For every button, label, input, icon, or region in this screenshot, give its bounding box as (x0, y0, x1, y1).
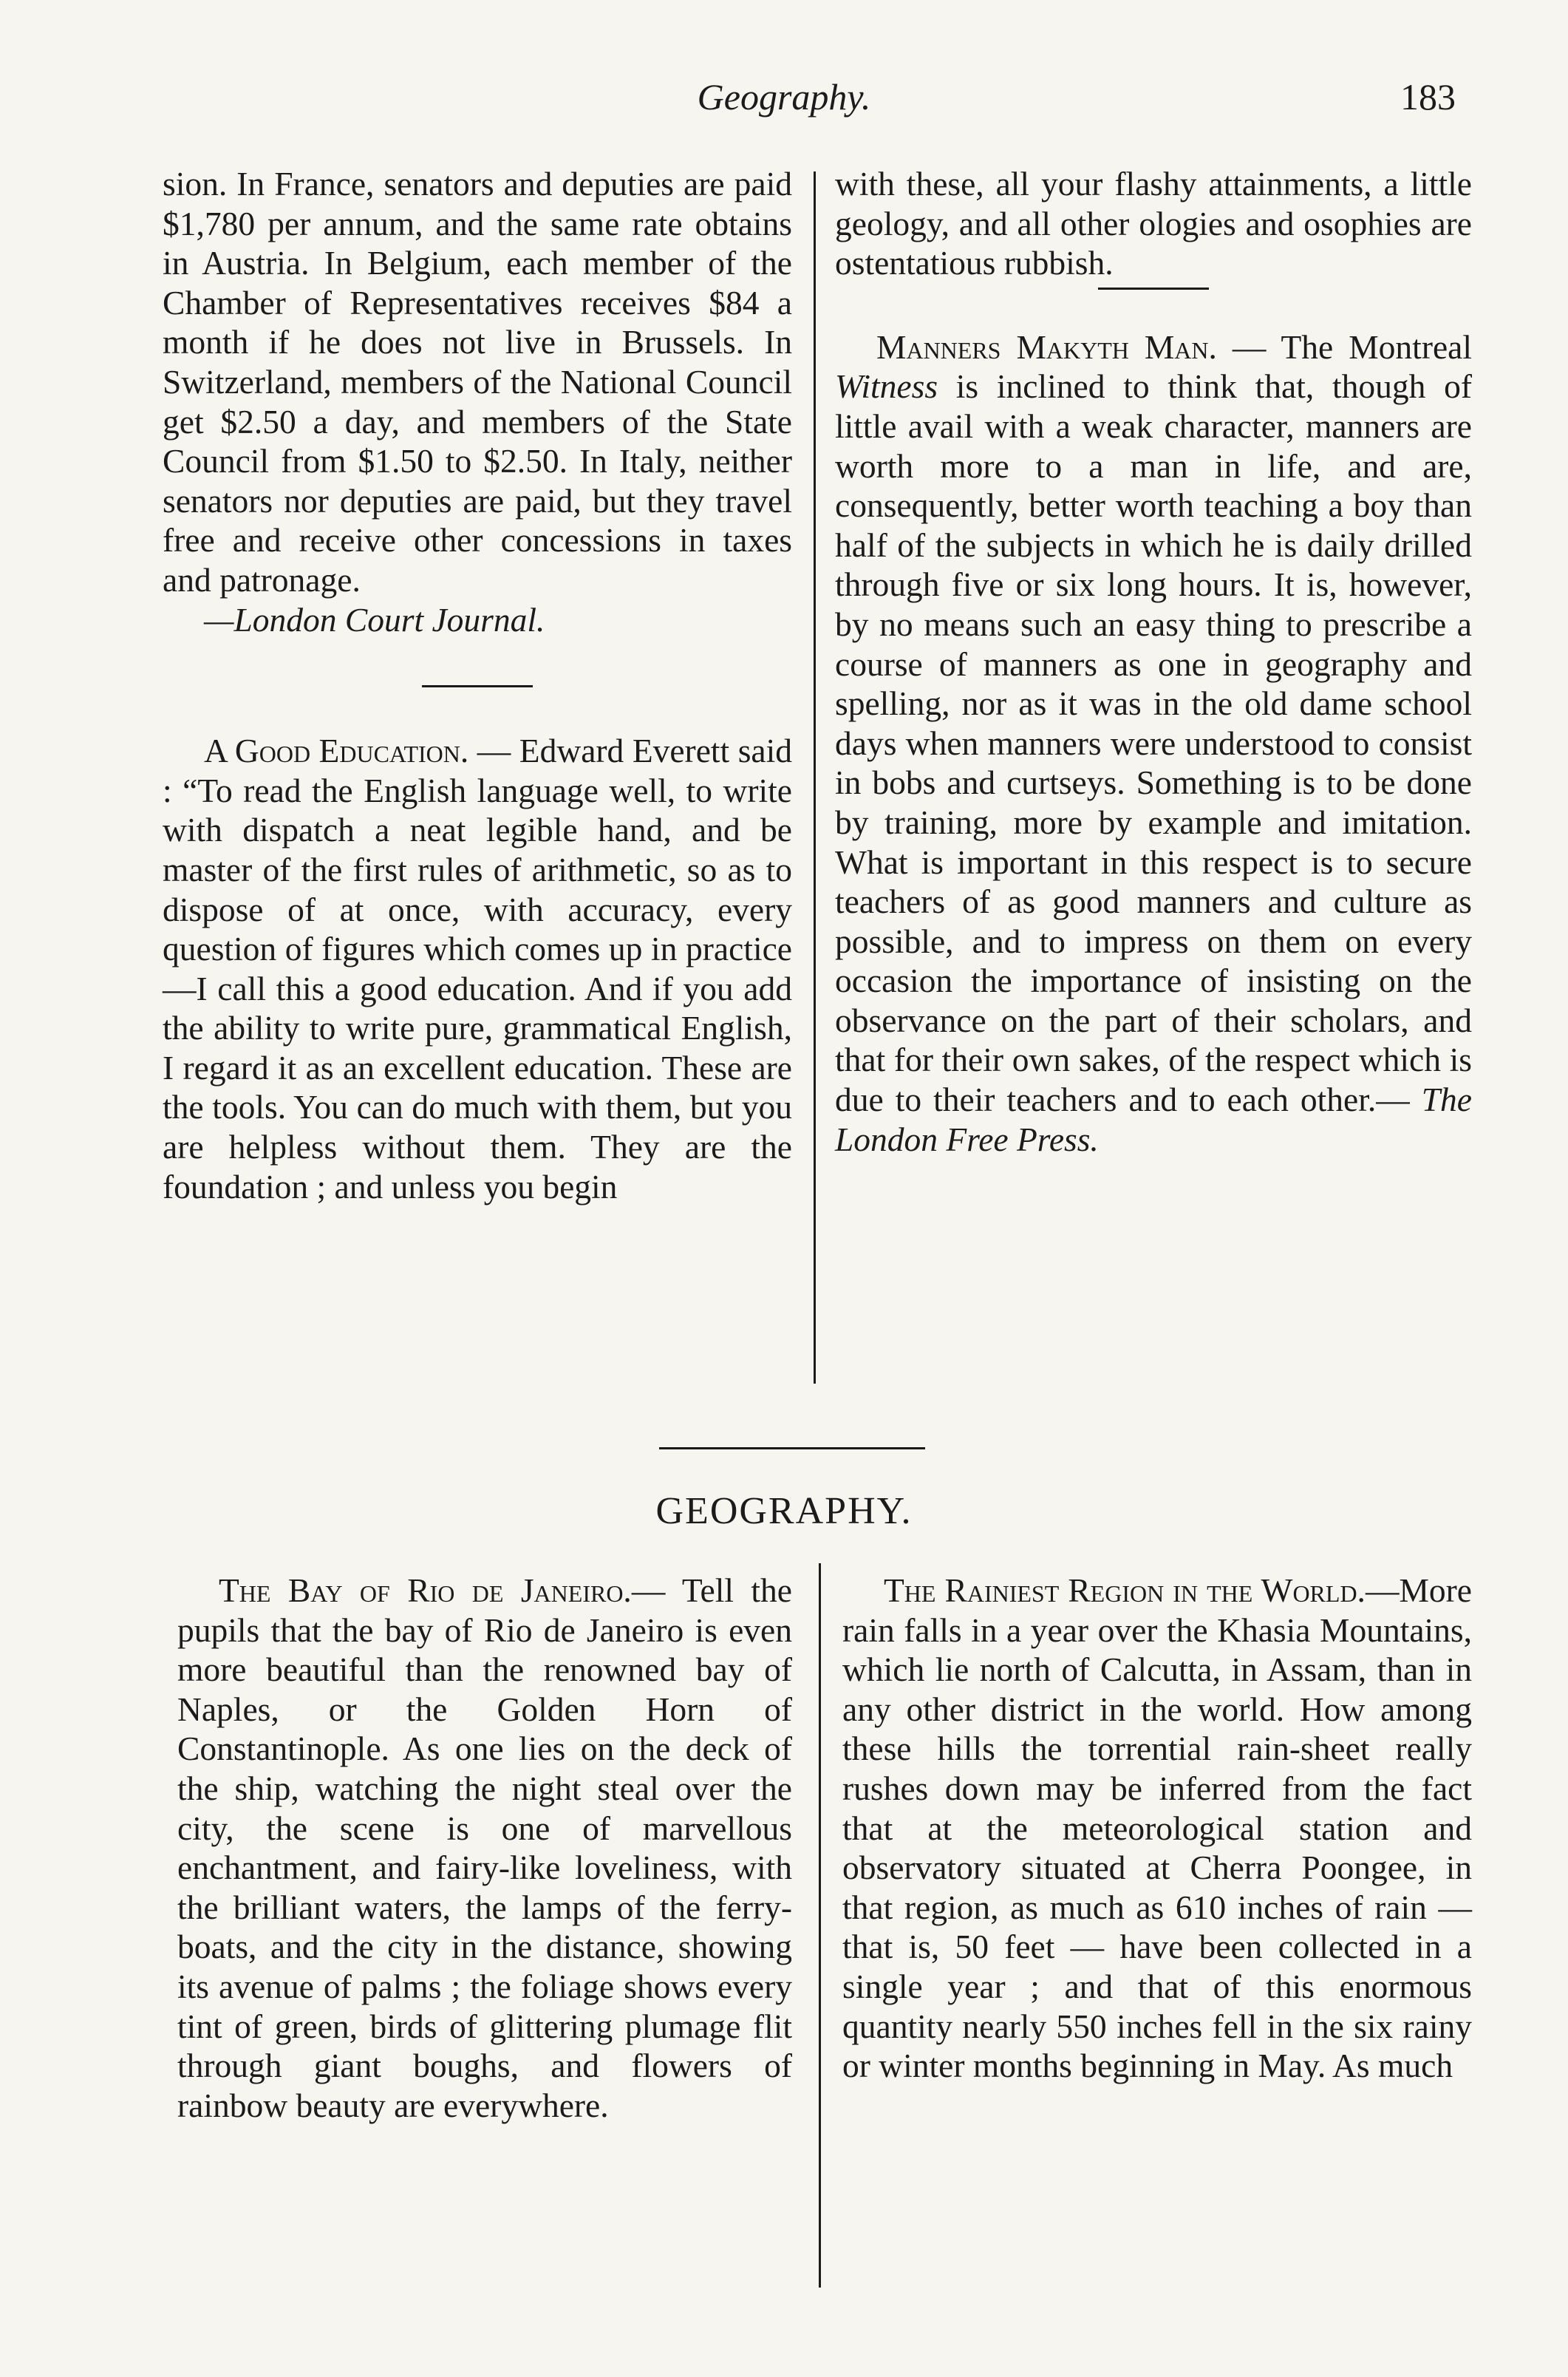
running-head (0, 68, 1568, 127)
article-text: — Edward Everett said : “To read the English language well, to write with dispatch a neat legible hand, and be master of the first rules of arithmetic, so as to dispose of at once, with accuracy, every question of figures which comes up in practice—I call this a good education. And if you add the ability to write pure, grammatical English, I regard it as an excellent education. These are the tools. You can do much with them, but you are helpless without them. They are the foundation ; and unless you begin (163, 732, 792, 1205)
article-rainiest-region (842, 1571, 1472, 2086)
left-column-bottom (177, 1571, 792, 2125)
article-good-education (163, 731, 792, 1206)
article-text: —More rain falls in a year over the Khasia Mountains, which lie north of Calcutta, in Assam, than in any other district in the world. How among these hills the torrential rain-sheet really rushes down may be inferred from the fact that at the meteorological station and observatory situated at Cherra Poongee, in that region, as much as 610 inches of rain —that is, 50 feet — have been collected in a single year ; and that of this enormous quantity nearly 550 inches fell in the six rainy or winter months beginning in May. As much (842, 1571, 1472, 2085)
article-text: — The Montreal (1216, 327, 1473, 366)
article-separator (163, 639, 792, 731)
article-text: sion. In France, senators and deputies are paid $1,780 per annum, and the same rate obtains in Austria. In Belgium, each member of the Chamber of Representatives receives $84 a month if he does not live in Brussels. In Switzerland, members of the National Council get $2.50 a day, and members of the State Council from $1.50 to $2.50. In Italy, neither senators nor deputies are paid, but they travel free and receive other concessions in taxes and patronage. (163, 165, 792, 599)
article-heading: The Bay of Rio de Janeiro. (219, 1571, 632, 1609)
section-rule (659, 1447, 925, 1449)
article-rio-de-janeiro (177, 1571, 792, 2125)
column-divider-bottom (819, 1563, 821, 2288)
running-title: Geography. (697, 76, 871, 118)
right-column-bottom (842, 1571, 1472, 2086)
article-continuation (835, 164, 1472, 283)
section-title: GEOGRAPHY. (655, 1490, 913, 1532)
article-text: is inclined to think that, though of little avail with a weak character, manners are worth more to a man in life, and are, consequently, better worth teaching a boy than half of the subjects in which he is daily drilled through five or six long hours. It is, however, by no means such an easy thing to prescribe a course of manners as one in geography and spelling, nor as it was in the old dame school days when manners were understood to consist in bobs and curtseys. Something is to be done by training, more by example and imitation. What is important in this respect is to secure teachers of as good manners and culture as possible, and to impress on them on every occasion the importance of insisting on the observance on the part of their scholars, and that for their own sakes, of the respect which is due to their teachers and to each other.— (835, 367, 1472, 1119)
page-number: 183 (1400, 76, 1456, 118)
left-column-top (163, 164, 792, 1206)
article-separator (835, 283, 1472, 327)
newspaper-name: Witness (835, 367, 938, 406)
article-source: —London Court Journal. (204, 600, 545, 639)
article-source: The London Free Press. (835, 1081, 1472, 1158)
article-heading: A Good Education. (204, 732, 469, 770)
article-legislator-pay (163, 164, 792, 639)
right-column-top (835, 164, 1472, 1159)
column-divider-top (814, 171, 816, 1384)
article-heading: The Rainiest Region in the World. (884, 1571, 1366, 1609)
article-text: — Tell the pupils that the bay of Rio de Janeiro is even more beautiful than the renowned bay of Naples, or the Golden Horn of Constantinople. As one lies on the deck of the ship, watching the night steal over the city, the scene is one of marvellous enchantment, and fairy-like loveliness, with the brilliant waters, the lamps of the ferry-boats, and the city in the distance, showing its avenue of palms ; the foliage shows every tint of green, birds of glittering plumage flit through giant boughs, and flowers of rainbow beauty are everywhere. (177, 1571, 793, 2124)
article-heading: Manners Makyth Man. (876, 327, 1217, 366)
article-text: with these, all your flashy attainments, a little geology, and all other ologies and osophies are ostentatious rubbish. (835, 165, 1472, 282)
article-manners (835, 327, 1472, 1159)
